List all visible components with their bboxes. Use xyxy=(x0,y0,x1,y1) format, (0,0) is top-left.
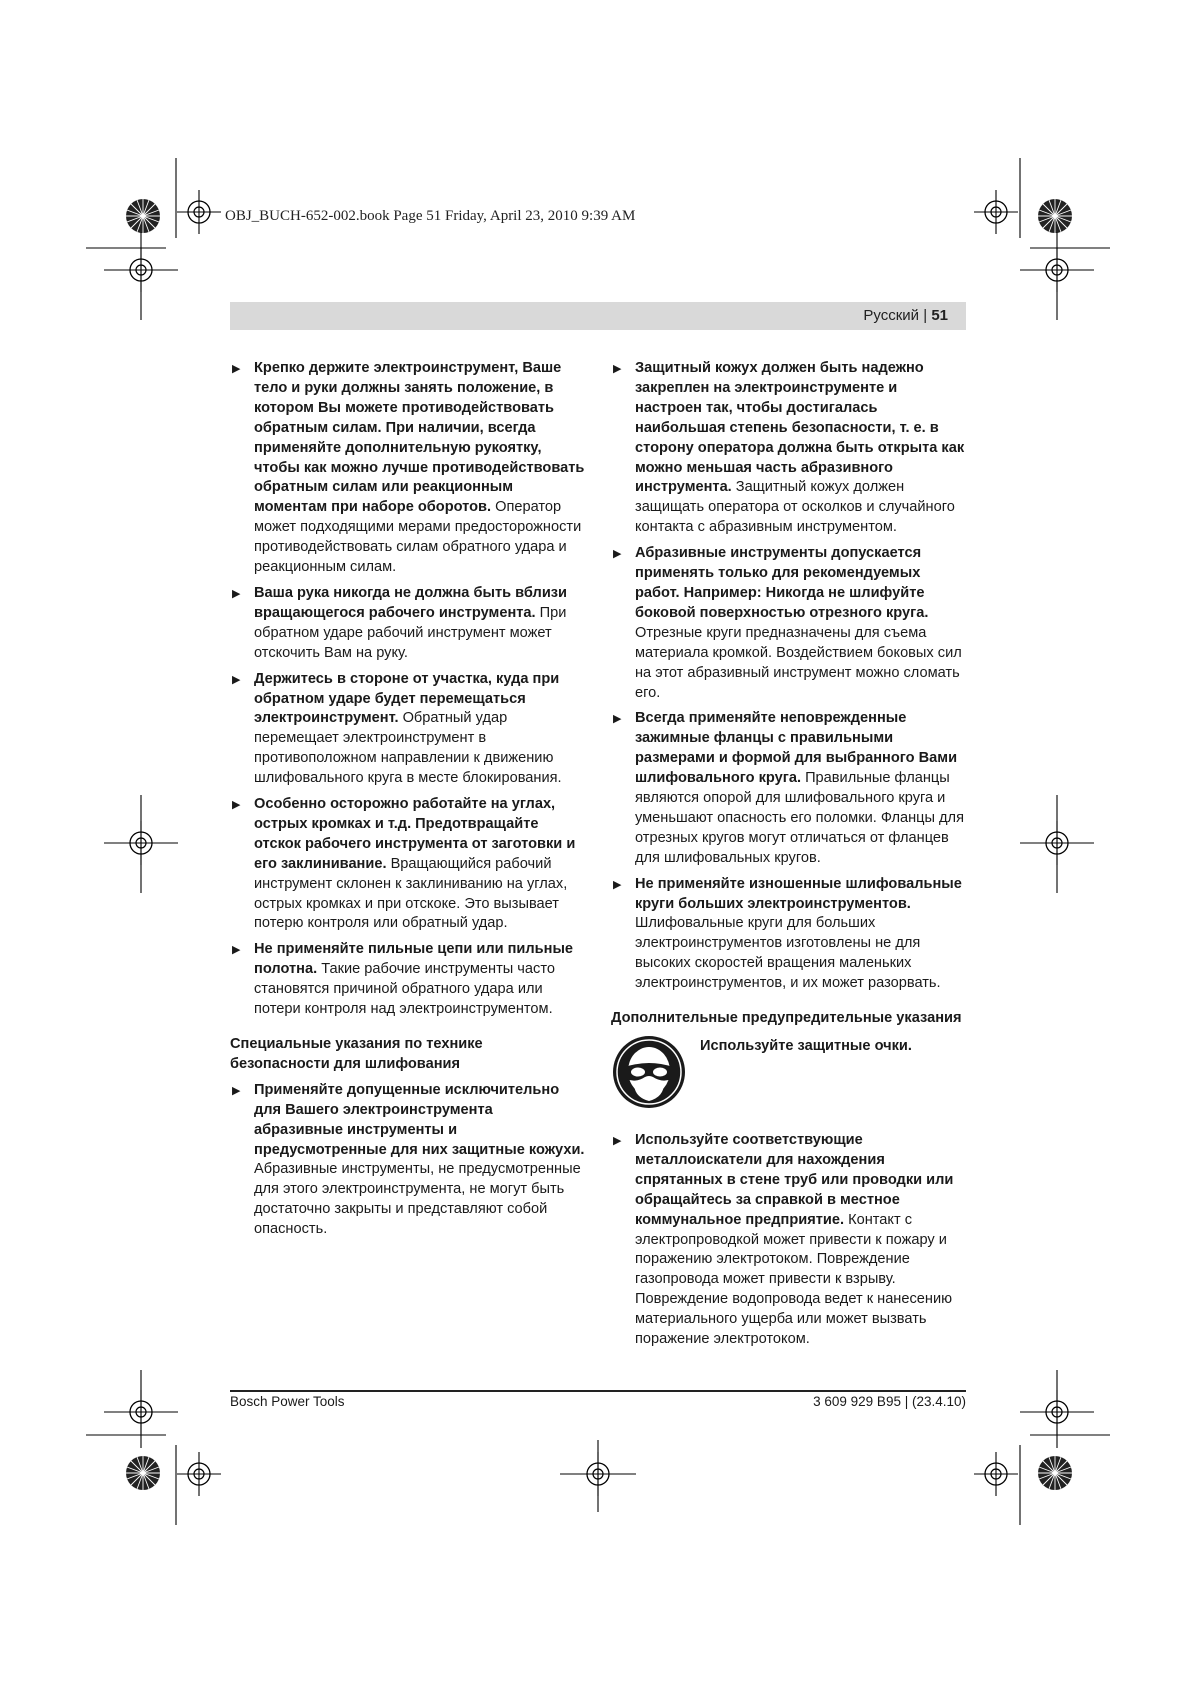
bullet-arrow-icon: ▶ xyxy=(232,673,241,686)
goggles-text: Используйте защитные очки. xyxy=(700,1038,912,1054)
item-bold-text: Всегда применяйте неповрежденные зажимные фланцы с правильными размерами и формой для выбранного Вами шлифовального круга. xyxy=(635,710,958,787)
bullet-arrow-icon: ▶ xyxy=(613,713,622,726)
star-mark-icon xyxy=(126,1456,160,1490)
item-bold-text: Держитесь в стороне от участка, куда при обратном ударе будет перемещаться электроинструмент. xyxy=(254,670,560,727)
bullet-arrow-icon: ▶ xyxy=(613,878,622,891)
list-item xyxy=(230,584,585,664)
item-text: При обратном ударе рабочий инструмент может отскочить Вам на руку. xyxy=(254,604,567,661)
bullet-arrow-icon: ▶ xyxy=(232,363,241,375)
crosshair-icon xyxy=(177,190,221,234)
item-text: Защитный кожух должен защищать оператора от осколков и случайного контакта с абразивным инструментом. xyxy=(635,479,955,536)
bullet-arrow-icon: ▶ xyxy=(232,587,241,600)
item-bold-text: Крепко держите электроинструмент, Ваше тело и руки должны занять положение, в котором Вы можете противодействовать обратным силам. При наличии, всегда применяйте дополнительную рукоятку, чтобы как можно лучше противодействовать обратным силам или реакционным моментам при наборе оборотов. xyxy=(254,360,585,516)
left-column xyxy=(230,359,585,1246)
item-bold-text: Используйте соответствующие металлоискатели для нахождения спрятанных в стене труб или проводки или обращайтесь за справкой в местное коммунальное предприятие. xyxy=(635,1132,954,1228)
bullet-arrow-icon: ▶ xyxy=(613,548,622,561)
list-item xyxy=(230,359,585,578)
bullet-arrow-icon: ▶ xyxy=(232,944,241,957)
page-number: 51 xyxy=(931,307,948,324)
list-item xyxy=(611,1131,966,1350)
bullet-arrow-icon: ▶ xyxy=(232,799,241,812)
header-separator: | xyxy=(923,307,928,324)
footer-brand: Bosch Power Tools xyxy=(230,1394,345,1409)
item-bold-text: Не применяйте изношенные шлифовальные круги больших электроинструментов. xyxy=(635,875,962,912)
header-language: Русский xyxy=(863,307,920,324)
list-item xyxy=(230,1081,585,1240)
list-item xyxy=(611,875,966,994)
crosshair-icon xyxy=(177,1452,221,1496)
item-bold-text: Применяйте допущенные исключительно для Вашего электроинструмента абразивные инструменты и предусмотренные для них защитные кожухи. xyxy=(254,1081,585,1158)
item-text: Контакт с электропроводкой может привести к пожару и поражению электротоком. Повреждение газопровода может привести к взрыву. Повреждение водопровода ведет к нанесению материального ущерба или может вызвать поражение электротоком. xyxy=(635,1211,953,1348)
footer-divider xyxy=(230,1390,966,1392)
list-item xyxy=(611,709,966,868)
print-metadata: OBJ_BUCH-652-002.book Page 51 Friday, April 23, 2010 9:39 AM xyxy=(225,208,636,224)
safety-goggles-icon xyxy=(612,1035,686,1109)
item-bold-text: Ваша рука никогда не должна быть вблизи вращающегося рабочего инструмента. xyxy=(254,584,568,621)
header-text xyxy=(863,307,948,324)
safety-goggles-notice xyxy=(611,1035,966,1121)
page-header xyxy=(230,302,966,330)
bullet-arrow-icon: ▶ xyxy=(613,363,622,375)
right-column xyxy=(611,359,966,1356)
list-item xyxy=(230,670,585,789)
bullet-arrow-icon: ▶ xyxy=(232,1084,241,1097)
bullet-arrow-icon: ▶ xyxy=(613,1135,622,1147)
list-item xyxy=(611,544,966,703)
item-bold-text: Не применяйте пильные цепи или пильные полотна. xyxy=(254,941,574,978)
star-mark-icon xyxy=(126,199,160,233)
star-mark-icon xyxy=(1038,199,1072,233)
item-text: Отрезные круги предназначены для съема материала кромкой. Воздействием боковых сил на этот абразивный инструмент можно сломать его. xyxy=(635,624,962,701)
section-heading: Дополнительные предупредительные указания xyxy=(611,1010,962,1027)
list-item xyxy=(611,359,966,538)
item-text: Абразивные инструменты, не предусмотренные для этого электроинструмента, не могут быть достаточно закрыты и представляют собой опасность. xyxy=(254,1161,581,1238)
item-text: Обратный удар перемещает электроинструмент в противоположном направлении к движению шлифовального круга в месте блокирования. xyxy=(254,710,562,787)
list-item xyxy=(230,940,585,1020)
item-text: Шлифовальные круги для больших электроинструментов изготовлены не для высоких скоростей вращения маленьких электроинструментов, и их может разорвать. xyxy=(635,915,941,992)
crosshair-icon xyxy=(974,190,1018,234)
item-text: Правильные фланцы являются опорой для шлифовального круга и уменьшают опасность его поломки. Фланцы для отрезных кругов могут отличаться от фланцев для шлифовальных кругов. xyxy=(635,770,964,866)
footer-doc-number: 3 609 929 B95 | (23.4.10) xyxy=(813,1394,966,1409)
list-item xyxy=(230,795,585,934)
crosshair-icon xyxy=(974,1452,1018,1496)
item-text: Такие рабочие инструменты часто становятся причиной обратного удара или потери контроля над электроинструментом. xyxy=(254,961,555,1018)
item-bold-text: Особенно осторожно работайте на углах, острых кромках и т.д. Предотвращайте отскок рабочего инструмента от заготовки и его заклинивание. xyxy=(254,796,576,872)
star-mark-icon xyxy=(1038,1456,1072,1490)
item-bold-text: Защитный кожух должен быть надежно закреплен на электроинструменте и настроен так, чтобы достигалась наибольшая степень безопасности, т. е. в сторону оператора должна быть открыта как можно меньшая часть абразивного инструмента. xyxy=(635,360,965,496)
section-heading: Специальные указания по технике безопасности для шлифования xyxy=(230,1036,483,1072)
item-text: Оператор может подходящими мерами предосторожности противодействовать силам обратного удара и реакционным силам. xyxy=(254,499,582,576)
item-bold-text: Абразивные инструменты допускается применять только для рекомендуемых работ. Например: Никогда не шлифуйте боковой поверхностью отрезного круга. xyxy=(635,545,929,621)
item-text: Вращающийся рабочий инструмент склонен к заклиниванию на углах, острых кромках и при отскоке. Это вызывает потерю контроля или обратный удар. xyxy=(254,855,568,932)
